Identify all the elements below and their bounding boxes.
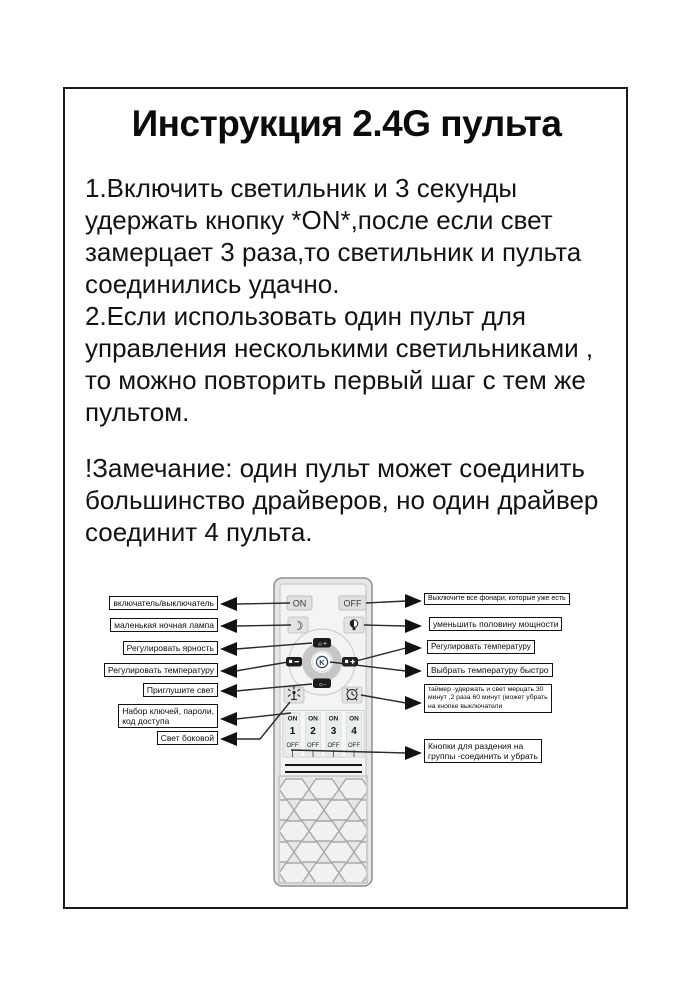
- label-dim-light: Приглушите свет: [143, 683, 218, 697]
- text-line: то можно повторить первый шаг с тем же: [85, 365, 586, 395]
- text-line: 1.Включить светильник и 3 секунды: [85, 173, 518, 203]
- group-button-4: [347, 713, 362, 758]
- svg-text:☼+: ☼+: [317, 640, 327, 648]
- page-title: Инструкция 2.4G пульта: [131, 103, 562, 144]
- honeycomb-grip: [264, 776, 384, 883]
- text-line: удержать кнопку *ON*,после если свет: [85, 205, 553, 235]
- svg-text:ON: ON: [349, 715, 359, 723]
- label-side-light: Свет боковой: [157, 731, 218, 745]
- dim-button: [313, 679, 331, 689]
- text-line: 2.Если использовать один пульт для: [85, 301, 526, 331]
- label-turn-off-all-lights: Выключите все фонари, которые уже есть: [424, 593, 570, 605]
- svg-text:1: 1: [289, 726, 296, 737]
- half-power-button: [344, 617, 364, 633]
- svg-text:OFF: OFF: [348, 743, 360, 749]
- svg-text:OFF: OFF: [307, 743, 319, 749]
- label-power-switch: включатель/выключатель: [109, 596, 218, 610]
- svg-text:3: 3: [330, 726, 337, 737]
- text-line: большинство драйверов, но один драйвер: [85, 485, 599, 515]
- svg-text:ON: ON: [287, 715, 298, 723]
- text-line: !Замечание: один пульт может соединить: [85, 453, 585, 483]
- svg-text:K: K: [319, 658, 325, 667]
- text-line: пультом.: [85, 397, 190, 427]
- label-key-set-passwords: Набор ключей, пароли, код доступа: [118, 704, 218, 728]
- text-line: управления несколькими светильниками ,: [85, 333, 594, 363]
- label-half-power: уменьшить половину мощности: [429, 617, 562, 631]
- label-choose-temperature-fast: Выбрать температуру быстро: [427, 663, 553, 677]
- svg-text:4: 4: [351, 726, 357, 737]
- brightness-up-button: [313, 638, 331, 648]
- svg-text:ON: ON: [328, 715, 339, 723]
- label-adjust-temperature-left: Регулировать температуру: [104, 663, 218, 677]
- side-light-button: [284, 687, 304, 704]
- label-timer: таймер -удержать и свет мерцать 30 минут ,2 раза 60 минут (может убрать на кнопке выключатели: [424, 684, 552, 713]
- label-night-lamp: маленькая ночная лампа: [110, 618, 218, 632]
- center-k-button: [316, 656, 327, 667]
- text-line: замерцает 3 раза,то светильник и пульта: [85, 237, 582, 267]
- svg-text:☼-: ☼-: [317, 680, 327, 688]
- label-adjust-temperature-right: Регулировать температуру: [427, 640, 535, 654]
- svg-text:OFF: OFF: [286, 743, 299, 749]
- svg-text:2: 2: [310, 726, 316, 737]
- timer-button: [342, 687, 362, 703]
- label-group-buttons: Кнопки для раздения на группы -соединить и убрать: [424, 739, 542, 763]
- text-line: соединились удачно.: [85, 269, 340, 299]
- crescent-moon-icon: ☽: [292, 619, 304, 633]
- svg-text:ON: ON: [308, 715, 318, 723]
- off-button: [339, 596, 366, 610]
- label-adjust-brightness: Регулировать ярность: [123, 641, 218, 655]
- svg-text:ON: ON: [292, 598, 307, 609]
- temp-warm-button: [286, 657, 302, 667]
- on-button: [287, 596, 312, 610]
- svg-text:OFF: OFF: [343, 598, 362, 609]
- text-line: соединит 4 пульта.: [85, 517, 313, 547]
- svg-text:OFF: OFF: [327, 743, 340, 749]
